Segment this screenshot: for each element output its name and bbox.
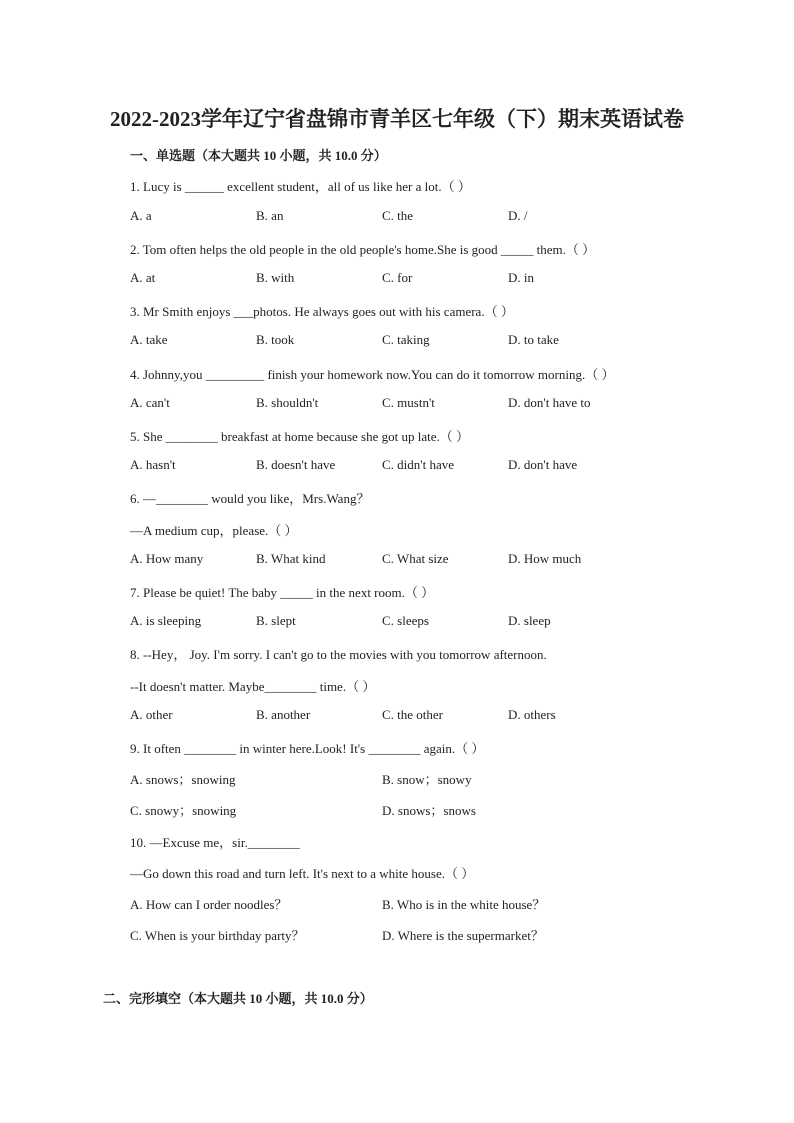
question-9-option-d[interactable]: D. snows；snows — [382, 803, 476, 818]
question-8-option-c[interactable]: C. the other — [382, 707, 444, 722]
question-1-option-c[interactable]: C. the — [382, 208, 414, 223]
question-7-option-a[interactable]: A. is sleeping — [130, 613, 202, 628]
question-1-option-b[interactable]: B. an — [256, 208, 284, 223]
page-title: 2022-2023学年辽宁省盘锦市青羊区七年级（下）期末英语试卷 — [110, 107, 684, 131]
section-heading-single-choice: 一、单选题（本大题共 10 小题，共 10.0 分） — [130, 148, 387, 163]
question-2-option-d[interactable]: D. in — [508, 270, 534, 285]
question-3-stem: 3. Mr Smith enjoys ___photos. He always goes out with his camera.（ ） — [130, 304, 514, 319]
question-10-option-c[interactable]: C. When is your birthday party？ — [130, 928, 305, 943]
question-2-option-b[interactable]: B. with — [256, 270, 295, 285]
question-6-stem-line-2: —A medium cup，please.（ ） — [130, 523, 298, 538]
question-7-stem: 7. Please be quiet! The baby _____ in the next room.（ ） — [130, 585, 435, 600]
question-6-option-c[interactable]: C. What size — [382, 551, 449, 566]
question-10-stem: 10. —Excuse me，sir.________ — [130, 835, 300, 850]
question-2-stem: 2. Tom often helps the old people in the old people's home.She is good _____ them.（ ） — [130, 242, 596, 257]
question-4-option-a[interactable]: A. can't — [130, 395, 170, 410]
question-6-stem: 6. —________ would you like，Mrs.Wang？ — [130, 491, 370, 506]
question-2-option-a[interactable]: A. at — [130, 270, 156, 285]
question-10-option-d[interactable]: D. Where is the supermarket？ — [382, 928, 544, 943]
question-1-stem: 1. Lucy is ______ excellent student，all of us like her a lot.（ ） — [130, 179, 471, 194]
question-3-option-d[interactable]: D. to take — [508, 332, 559, 347]
question-3-option-a[interactable]: A. take — [130, 332, 168, 347]
question-5-option-b[interactable]: B. doesn't have — [256, 457, 336, 472]
question-4-option-d[interactable]: D. don't have to — [508, 395, 591, 410]
question-3-option-c[interactable]: C. taking — [382, 332, 430, 347]
question-6-option-a[interactable]: A. How many — [130, 551, 204, 566]
question-4-option-b[interactable]: B. shouldn't — [256, 395, 319, 410]
question-8-stem-line-2: --It doesn't matter. Maybe________ time.（ ） — [130, 679, 376, 694]
question-5-option-c[interactable]: C. didn't have — [382, 457, 455, 472]
question-8-option-b[interactable]: B. another — [256, 707, 311, 722]
question-8-option-d[interactable]: D. others — [508, 707, 556, 722]
question-4-option-c[interactable]: C. mustn't — [382, 395, 435, 410]
question-6-option-b[interactable]: B. What kind — [256, 551, 326, 566]
question-6-option-d[interactable]: D. How much — [508, 551, 582, 566]
question-10-option-a[interactable]: A. How can I order noodles？ — [130, 897, 288, 912]
question-7-option-b[interactable]: B. slept — [256, 613, 296, 628]
question-2-option-c[interactable]: C. for — [382, 270, 413, 285]
question-5-option-a[interactable]: A. hasn't — [130, 457, 176, 472]
question-7-option-c[interactable]: C. sleeps — [382, 613, 429, 628]
section-heading-cloze: 二、完形填空（本大题共 10 小题，共 10.0 分） — [103, 991, 373, 1006]
question-1-option-d[interactable]: D. / — [508, 208, 528, 223]
question-3-option-b[interactable]: B. took — [256, 332, 295, 347]
question-5-stem: 5. She ________ breakfast at home because she got up late.（ ） — [130, 429, 469, 444]
question-9-option-b[interactable]: B. snow；snowy — [382, 772, 472, 787]
question-5-option-d[interactable]: D. don't have — [508, 457, 578, 472]
question-9-option-a[interactable]: A. snows；snowing — [130, 772, 236, 787]
question-9-stem: 9. It often ________ in winter here.Look! It's ________ again.（ ） — [130, 741, 485, 756]
question-8-option-a[interactable]: A. other — [130, 707, 173, 722]
question-10-option-b[interactable]: B. Who is in the white house？ — [382, 897, 546, 912]
question-10-stem-line-2: —Go down this road and turn left. It's next to a white house.（ ） — [130, 866, 475, 881]
question-1-option-a[interactable]: A. a — [130, 208, 152, 223]
question-9-option-c[interactable]: C. snowy；snowing — [130, 803, 237, 818]
question-8-stem: 8. --Hey， Joy. I'm sorry. I can't go to the movies with you tomorrow afternoon. — [130, 647, 547, 662]
question-7-option-d[interactable]: D. sleep — [508, 613, 551, 628]
question-4-stem: 4. Johnny,you _________ finish your homework now.You can do it tomorrow morning.（ ） — [130, 367, 615, 382]
